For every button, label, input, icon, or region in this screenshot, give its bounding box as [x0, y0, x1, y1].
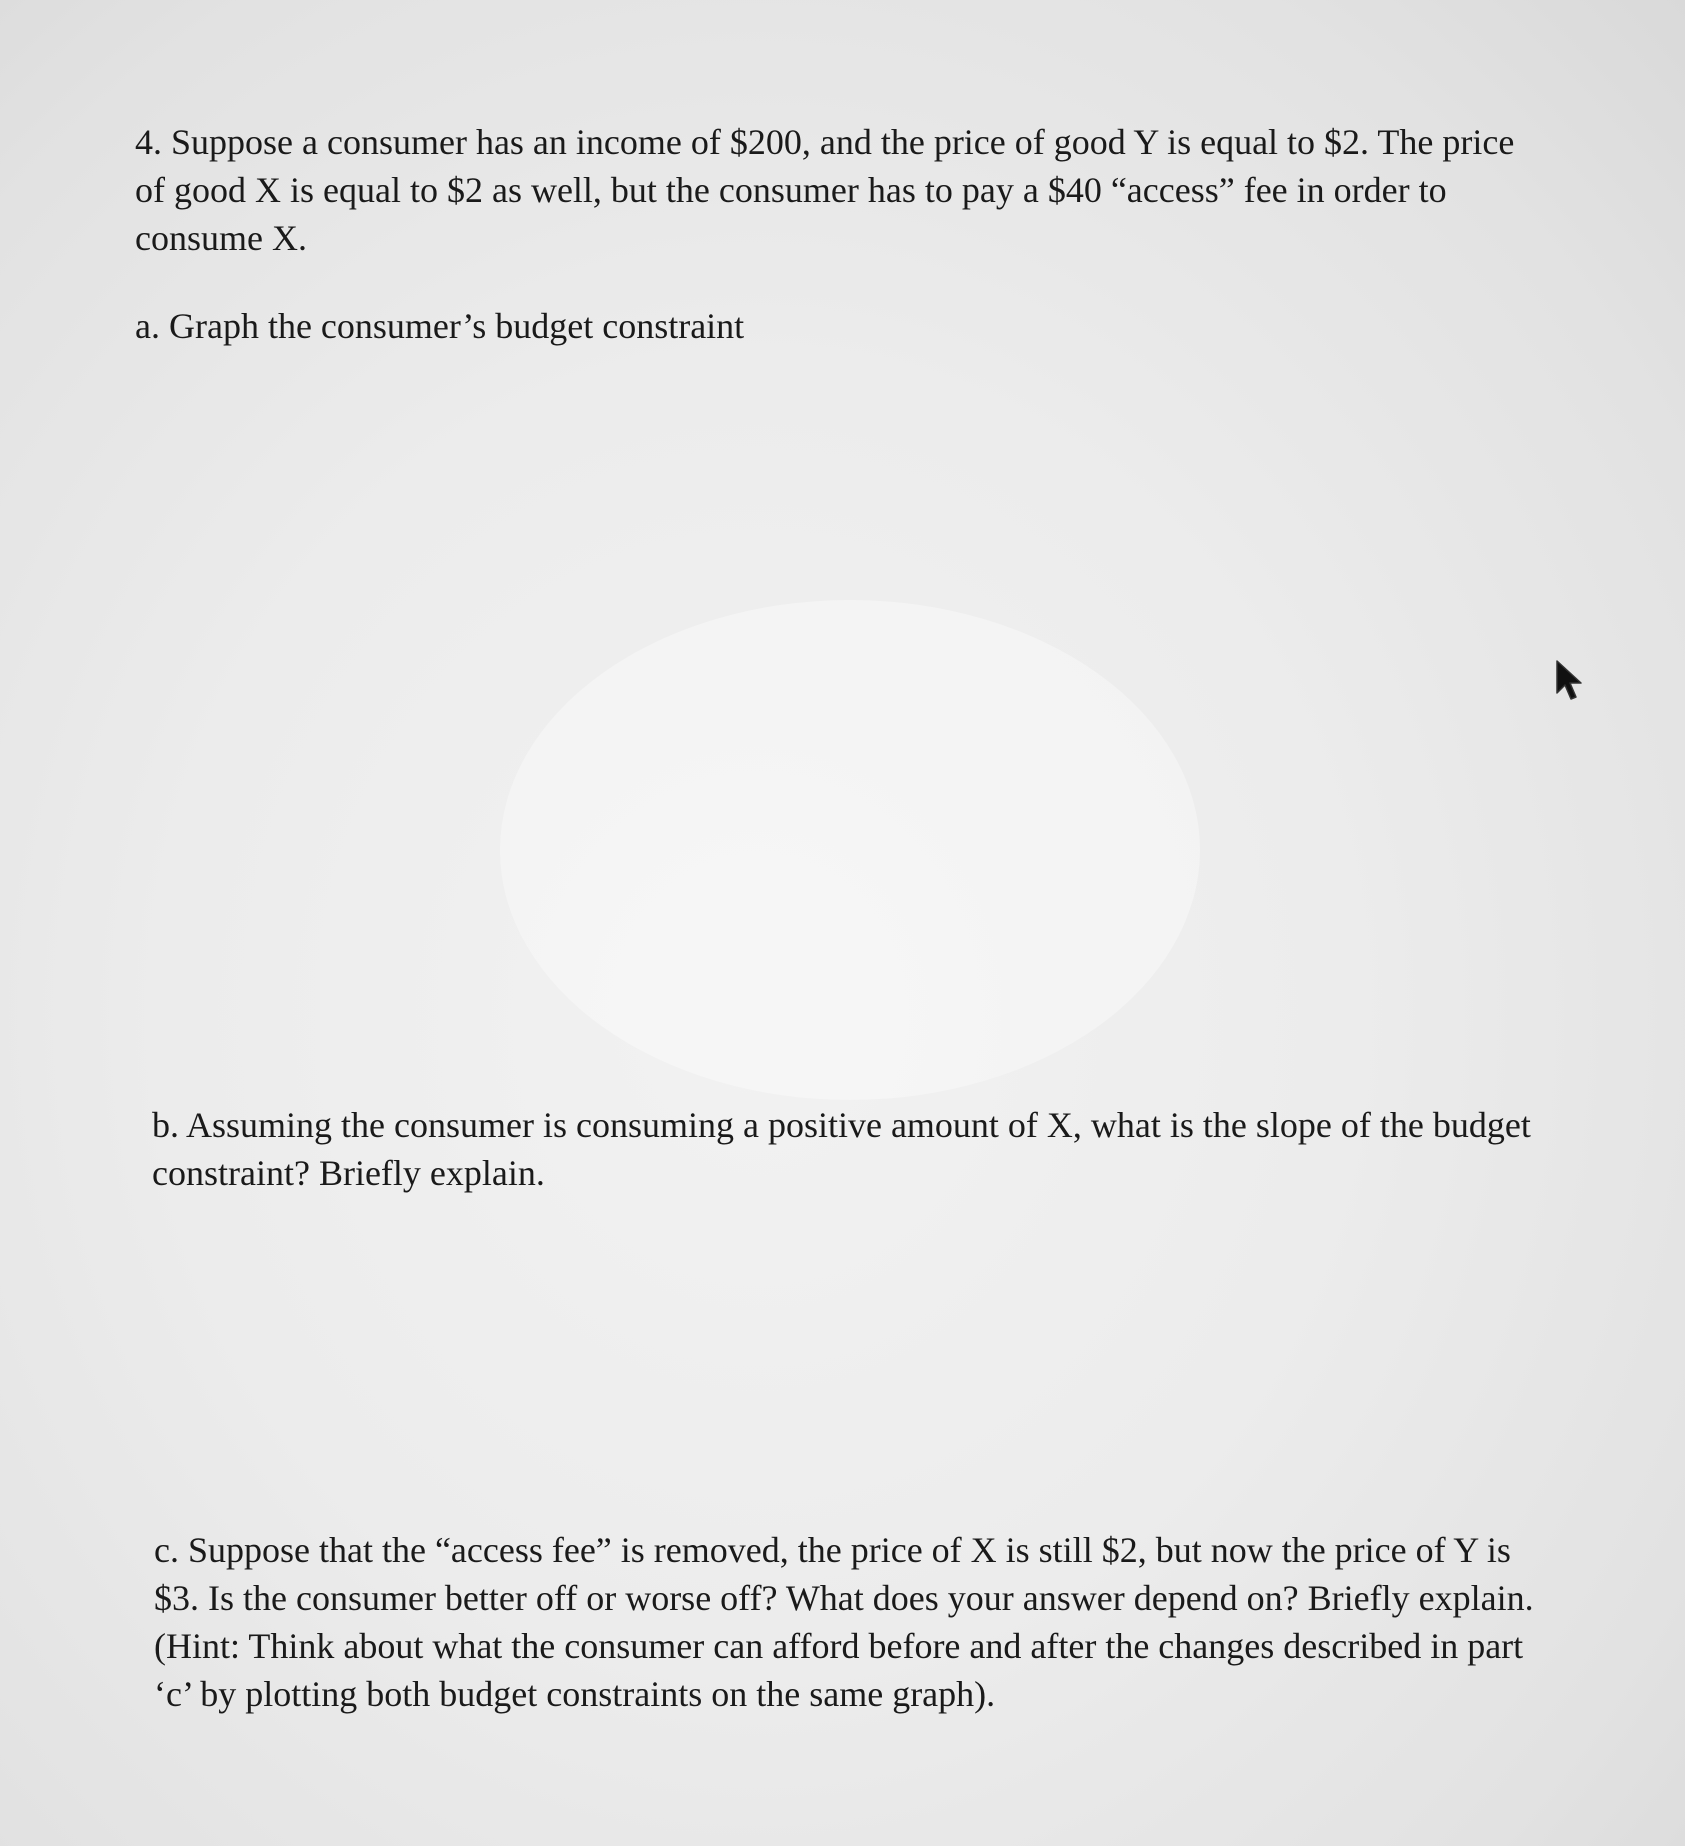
question-4-line-2: of good X is equal to $2 as well, but the consumer has to pay a $40 “access” fee in order to [135, 170, 1447, 210]
part-b-line-1: b. Assuming the consumer is consuming a positive amount of X, what is the slope of the budget [152, 1105, 1531, 1145]
part-c-text [154, 1526, 1534, 1718]
part-a-line-1: a. Graph the consumer’s budget constraint [135, 306, 745, 346]
part-c-line-2: $3. Is the consumer better off or worse off? What does your answer depend on? Briefly explain. [154, 1578, 1534, 1618]
part-c-line-1: c. Suppose that the “access fee” is removed, the price of X is still $2, but now the price of Y is [154, 1530, 1511, 1570]
part-b-text [152, 1101, 1531, 1197]
question-4-line-3: consume X. [135, 218, 307, 258]
part-c-line-3: (Hint: Think about what the consumer can afford before and after the changes described in part [154, 1626, 1524, 1666]
part-a-text [135, 302, 744, 350]
part-b-line-2: constraint? Briefly explain. [152, 1153, 545, 1193]
question-4-line-1: 4. Suppose a consumer has an income of $200, and the price of good Y is equal to $2. The price [135, 122, 1515, 162]
screen-glare [500, 600, 1200, 1100]
mouse-pointer-icon [1555, 659, 1583, 703]
part-c-line-4: ‘c’ by plotting both budget constraints on the same graph). [154, 1674, 996, 1714]
question-4-text [135, 118, 1514, 262]
